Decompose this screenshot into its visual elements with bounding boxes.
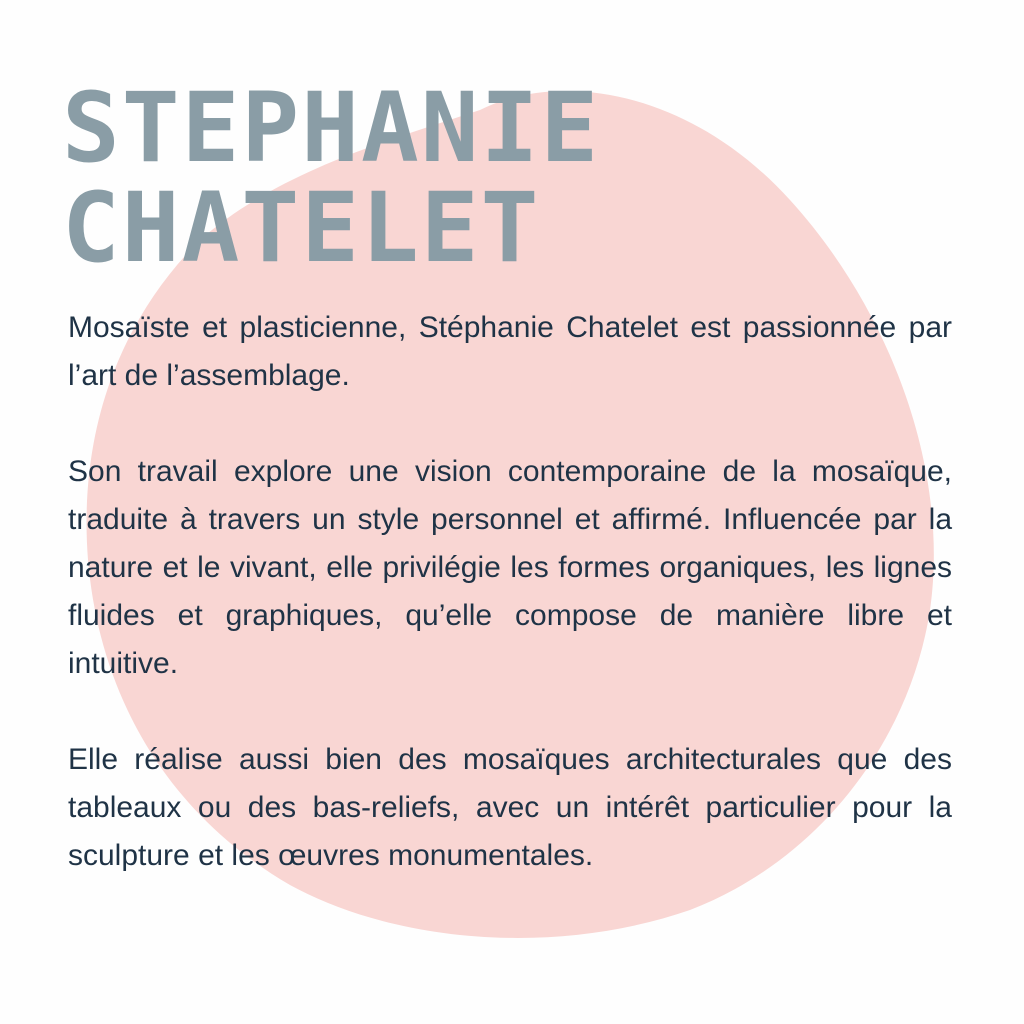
title-line-last-name: CHATELET <box>62 172 541 284</box>
bio-paragraph-work: Son travail explore une vision contemporaine de la mosaïque, traduite à travers un style personnel et affirmé. Influencée par la nature et le vivant, elle privilégie les formes organiques, les lignes fluides et graphiques, qu’elle compose de manière libre et intuitive. <box>68 455 952 680</box>
title-line-first-name: STEPHANIE <box>62 72 601 184</box>
bio-paragraph-works-types: Elle réalise aussi bien des mosaïques architecturales que des tableaux ou des bas-reliefs, avec un intérêt particulier pour la sculpture et les œuvres monumentales. <box>68 743 952 872</box>
biography-text <box>68 304 952 880</box>
artist-name-title <box>62 72 601 284</box>
bio-paragraph-intro: Mosaïste et plasticienne, Stéphanie Chatelet est passionnée par l’art de l’assemblage. <box>68 311 952 392</box>
